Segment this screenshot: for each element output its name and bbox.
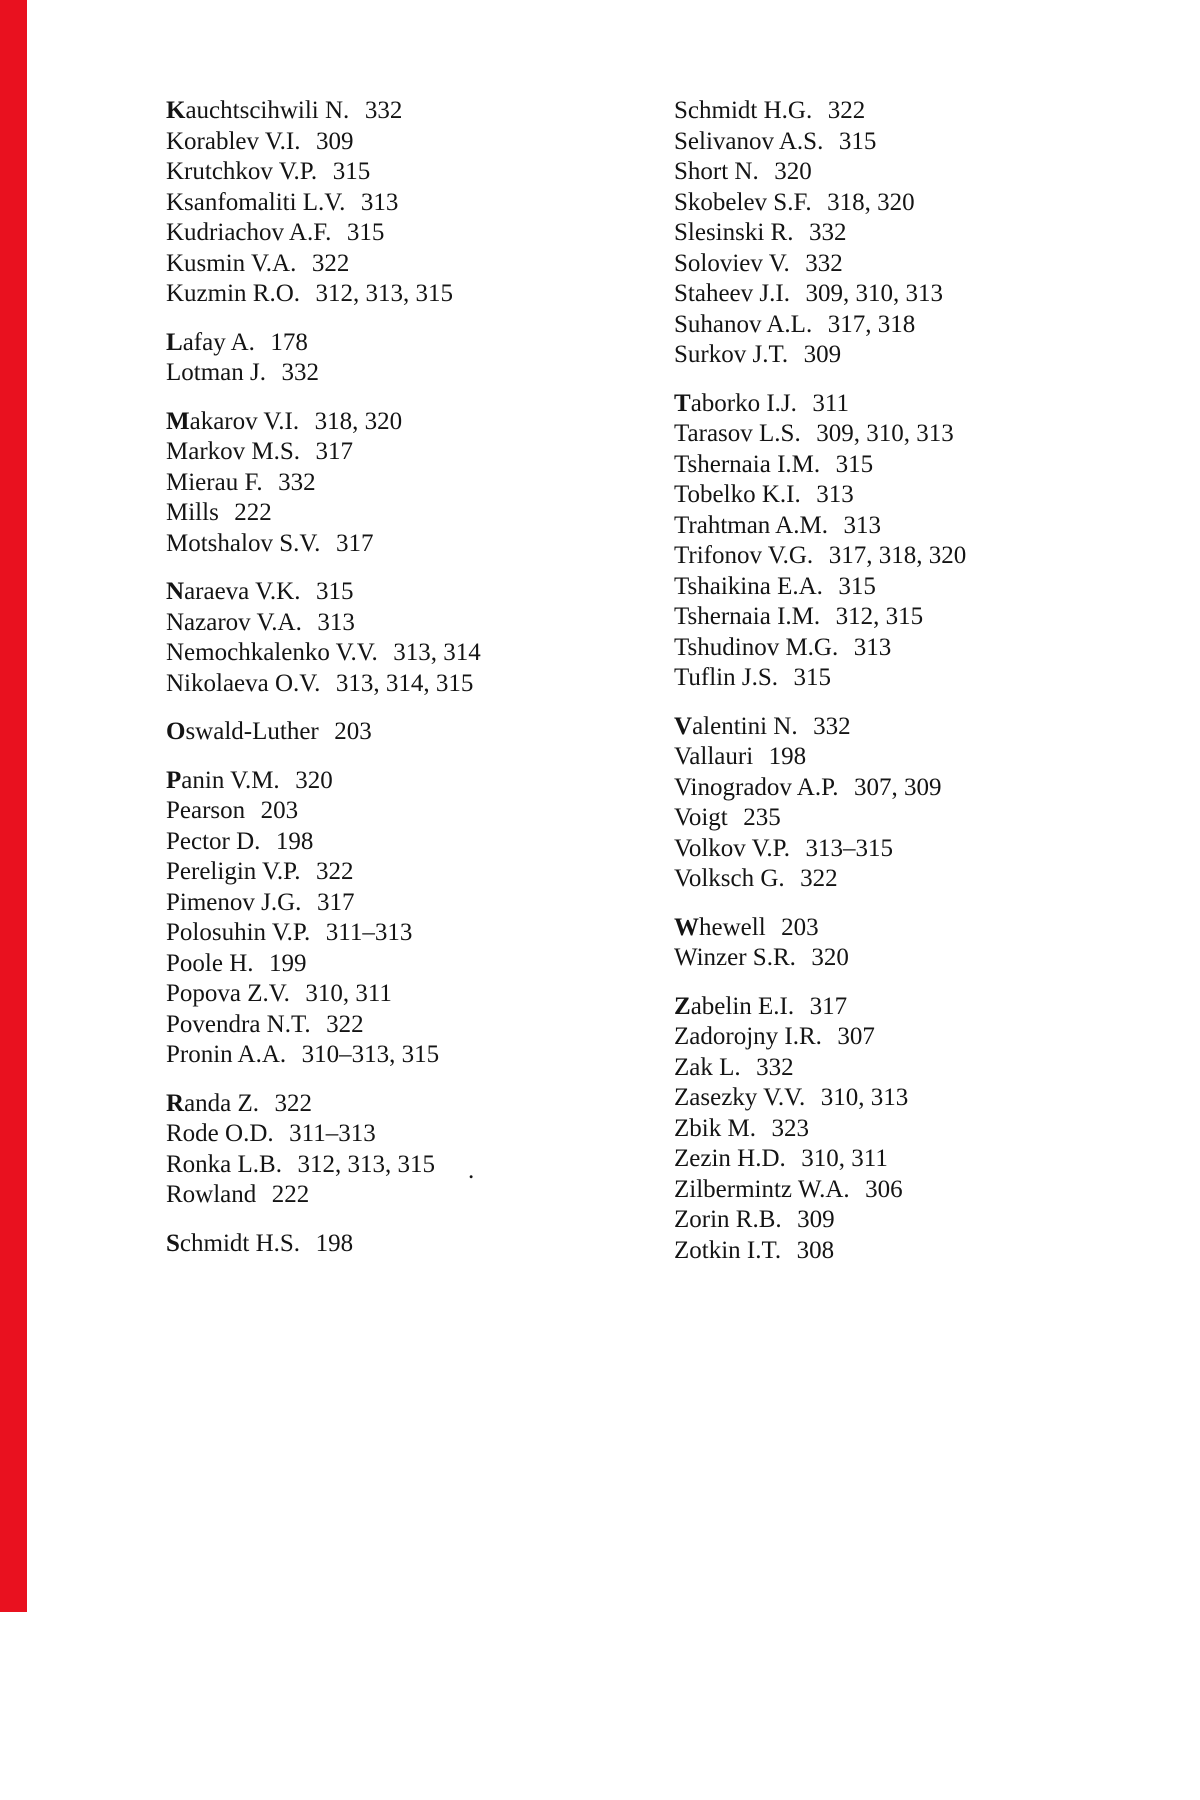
index-entry bbox=[166, 96, 481, 127]
index-entry bbox=[674, 663, 966, 694]
index-entry bbox=[166, 328, 481, 359]
entry-name bbox=[674, 993, 794, 1020]
entry-pages: 309, 310, 313 bbox=[805, 280, 943, 307]
index-entry bbox=[166, 437, 481, 468]
entry-pages: 318, 320 bbox=[827, 188, 915, 216]
index-entry bbox=[674, 188, 966, 219]
entry-pages: 332 bbox=[813, 712, 851, 740]
entry-pages: 315 bbox=[346, 219, 385, 246]
entry-name: Zbik M. bbox=[674, 1114, 756, 1142]
entry-pages: 317, 318, 320 bbox=[828, 542, 967, 569]
index-entry bbox=[166, 608, 481, 639]
index-entry bbox=[674, 1205, 966, 1236]
entry-pages: 310, 311 bbox=[801, 1145, 888, 1172]
index-entry bbox=[674, 834, 966, 865]
entry-pages: 310, 313 bbox=[820, 1084, 909, 1111]
index-entry bbox=[674, 218, 966, 249]
index-entry bbox=[166, 1180, 481, 1211]
entry-name bbox=[674, 390, 797, 417]
entry-pages: 312, 313, 315 bbox=[297, 1150, 435, 1178]
index-entry bbox=[166, 717, 481, 748]
index-entry bbox=[166, 1040, 481, 1071]
index-group bbox=[166, 407, 481, 560]
entry-name: Popova Z.V. bbox=[166, 980, 290, 1007]
entry-name: Kuzmin R.O. bbox=[166, 280, 301, 307]
index-entry bbox=[166, 498, 481, 529]
index-entry bbox=[674, 1175, 966, 1206]
entry-name-rest: swald-Luther bbox=[185, 718, 319, 745]
index-entry bbox=[674, 864, 966, 895]
entry-pages: 315 bbox=[793, 664, 831, 691]
entry-name: Nazarov V.A. bbox=[166, 608, 302, 636]
entry-pages: 310–313, 315 bbox=[301, 1041, 440, 1068]
entry-name: Zilbermintz W.A. bbox=[674, 1175, 850, 1203]
entry-pages: 309, 310, 313 bbox=[816, 420, 954, 447]
index-entry bbox=[166, 796, 481, 827]
entry-name bbox=[166, 408, 299, 435]
entry-name: Korablev V.I. bbox=[166, 127, 301, 155]
index-entry bbox=[166, 918, 481, 949]
index-entry bbox=[166, 218, 481, 249]
entry-name: Tobelko K.I. bbox=[674, 481, 801, 508]
entry-name: Tshudinov M.G. bbox=[674, 633, 839, 661]
entry-name: Soloviev V. bbox=[674, 249, 790, 277]
entry-name: Winzer S.R. bbox=[674, 944, 796, 971]
entry-lead-letter: L bbox=[166, 328, 183, 356]
entry-lead-letter: W bbox=[674, 913, 699, 941]
index-group bbox=[166, 577, 481, 699]
index-entry bbox=[674, 157, 966, 188]
entry-name: Rode O.D. bbox=[166, 1120, 274, 1147]
entry-name: Nikolaeva O.V. bbox=[166, 669, 321, 697]
entry-pages: 317 bbox=[335, 529, 374, 557]
entry-pages: 332 bbox=[281, 359, 319, 386]
entry-pages: 311 bbox=[812, 389, 849, 417]
entry-name bbox=[166, 97, 349, 124]
entry-lead-letter: T bbox=[674, 389, 691, 417]
entry-name: Krutchkov V.P. bbox=[166, 158, 318, 185]
index-group bbox=[166, 717, 481, 748]
entry-pages: 317 bbox=[315, 438, 354, 465]
entry-pages: 332 bbox=[364, 97, 403, 124]
entry-name: Slesinski R. bbox=[674, 219, 794, 246]
entry-name: Selivanov A.S. bbox=[674, 127, 824, 155]
entry-pages: 322 bbox=[311, 249, 350, 277]
entry-pages: 315 bbox=[315, 578, 354, 605]
entry-name: Mills bbox=[166, 499, 219, 526]
entry-name bbox=[674, 914, 766, 941]
entry-lead-letter: V bbox=[674, 712, 693, 740]
entry-name: Zasezky V.V. bbox=[674, 1084, 806, 1111]
entry-name: Surkov J.T. bbox=[674, 341, 789, 368]
entry-pages: 198 bbox=[768, 743, 807, 770]
entry-pages: 320 bbox=[774, 158, 812, 185]
entry-pages: 317 bbox=[316, 888, 355, 916]
index-column-right bbox=[674, 96, 966, 1284]
index-entry bbox=[674, 712, 966, 743]
entry-name: Zadorojny I.R. bbox=[674, 1023, 822, 1050]
index-entry bbox=[674, 1144, 966, 1175]
index-entry bbox=[674, 279, 966, 310]
entry-name: Tarasov L.S. bbox=[674, 420, 801, 447]
entry-pages: 178 bbox=[270, 328, 308, 356]
entry-pages: 313 bbox=[360, 188, 399, 216]
index-entry bbox=[674, 1022, 966, 1053]
index-entry bbox=[674, 943, 966, 974]
index-entry bbox=[166, 857, 481, 888]
entry-name: Zotkin I.T. bbox=[674, 1236, 782, 1264]
entry-pages: 198 bbox=[315, 1229, 354, 1257]
index-entry bbox=[166, 1119, 481, 1150]
index-entry bbox=[674, 127, 966, 158]
entry-name bbox=[166, 718, 319, 745]
entry-name-rest: anin V.M. bbox=[181, 766, 280, 794]
entry-name: Lotman J. bbox=[166, 359, 266, 386]
entry-pages: 307 bbox=[837, 1023, 875, 1050]
entry-pages: 313, 314, 315 bbox=[335, 669, 474, 697]
stray-ink-dot: . bbox=[468, 1157, 475, 1184]
entry-name: Trahtman A.M. bbox=[674, 511, 828, 539]
red-edge-ribbon bbox=[0, 0, 27, 1612]
entry-name: Nemochkalenko V.V. bbox=[166, 639, 378, 666]
entry-name bbox=[166, 767, 280, 794]
entry-pages: 322 bbox=[274, 1089, 313, 1117]
entry-name: Poole H. bbox=[166, 949, 254, 977]
entry-pages: 198 bbox=[275, 827, 314, 855]
entry-name: Staheev J.I. bbox=[674, 280, 790, 307]
entry-name bbox=[166, 1090, 259, 1117]
index-entry bbox=[674, 913, 966, 944]
entry-lead-letter: O bbox=[166, 718, 186, 745]
index-entry bbox=[674, 803, 966, 834]
index-entry bbox=[674, 249, 966, 280]
index-group bbox=[674, 913, 966, 974]
index-entry bbox=[166, 638, 481, 669]
index-entry bbox=[166, 1010, 481, 1041]
index-entry bbox=[166, 1150, 481, 1184]
index-entry bbox=[674, 541, 966, 572]
entry-pages: 322 bbox=[326, 1010, 364, 1038]
entry-pages: 315 bbox=[838, 572, 876, 600]
entry-pages: 306 bbox=[865, 1175, 903, 1203]
entry-name: Vallauri bbox=[674, 743, 754, 770]
index-entry bbox=[674, 992, 966, 1023]
entry-name: Mierau F. bbox=[166, 468, 263, 496]
entry-pages: 322 bbox=[827, 97, 866, 124]
entry-pages: 311–313 bbox=[289, 1120, 376, 1147]
entry-pages: 315 bbox=[838, 127, 877, 155]
index-entry bbox=[674, 633, 966, 664]
entry-name: Markov M.S. bbox=[166, 438, 301, 465]
entry-pages: 322 bbox=[800, 865, 838, 892]
index-entry bbox=[674, 1236, 966, 1267]
entry-name: Schmidt H.G. bbox=[674, 97, 813, 124]
entry-name-rest: abelin E.I. bbox=[690, 992, 795, 1020]
entry-name: Vinogradov A.P. bbox=[674, 773, 839, 801]
entry-name: Voigt bbox=[674, 804, 728, 831]
entry-pages: 235 bbox=[743, 804, 781, 831]
entry-pages: 309 bbox=[315, 127, 354, 155]
entry-lead-letter: S bbox=[166, 1229, 180, 1257]
index-entry bbox=[674, 389, 966, 420]
entry-pages: 322 bbox=[316, 858, 354, 885]
entry-pages: 315 bbox=[835, 450, 874, 478]
entry-lead-letter: P bbox=[166, 766, 182, 794]
entry-name: Pimenov J.G. bbox=[166, 888, 302, 916]
index-entry bbox=[166, 188, 481, 219]
entry-name: Pector D. bbox=[166, 827, 261, 855]
entry-pages: 313–315 bbox=[805, 834, 894, 862]
entry-name: Kusmin V.A. bbox=[166, 249, 297, 277]
entry-name bbox=[166, 1230, 300, 1257]
index-entry bbox=[166, 529, 481, 560]
entry-pages: 312, 313, 315 bbox=[315, 280, 454, 307]
index-group bbox=[166, 1089, 481, 1211]
entry-lead-letter: M bbox=[166, 407, 190, 435]
index-entry bbox=[166, 127, 481, 158]
index-entry bbox=[166, 468, 481, 499]
index-entry bbox=[166, 358, 481, 389]
entry-pages: 313 bbox=[843, 511, 881, 539]
entry-name: Volkov V.P. bbox=[674, 834, 791, 862]
entry-name-rest: araeva V.K. bbox=[184, 578, 301, 605]
entry-name: Rowland bbox=[166, 1181, 257, 1208]
entry-pages: 332 bbox=[808, 219, 847, 246]
entry-name: Motshalov S.V. bbox=[166, 529, 321, 557]
entry-name: Tuflin J.S. bbox=[674, 664, 778, 691]
entry-pages: 332 bbox=[756, 1053, 794, 1081]
entry-name: Skobelev S.F. bbox=[674, 188, 812, 216]
entry-name: Pereligin V.P. bbox=[166, 858, 301, 885]
index-entry bbox=[674, 310, 966, 341]
entry-pages: 317 bbox=[809, 992, 848, 1020]
index-entry bbox=[166, 979, 481, 1010]
entry-lead-letter: R bbox=[166, 1089, 185, 1117]
entry-pages: 308 bbox=[796, 1236, 835, 1264]
entry-name: Povendra N.T. bbox=[166, 1010, 311, 1038]
entry-pages: 222 bbox=[271, 1181, 310, 1208]
entry-name: Tshernaia I.M. bbox=[674, 603, 821, 630]
index-group bbox=[166, 96, 481, 310]
index-entry bbox=[166, 949, 481, 980]
index-entry bbox=[674, 480, 966, 511]
entry-name: Volksch G. bbox=[674, 865, 785, 892]
entry-name: Kudriachov A.F. bbox=[166, 219, 332, 246]
entry-pages: 307, 309 bbox=[853, 773, 942, 801]
entry-name bbox=[674, 713, 798, 740]
entry-pages: 315 bbox=[332, 158, 371, 185]
index-group bbox=[674, 96, 966, 371]
index-entry bbox=[674, 96, 966, 127]
index-entry bbox=[674, 340, 966, 371]
entry-name: Zorin R.B. bbox=[674, 1206, 782, 1233]
index-entry bbox=[674, 1053, 966, 1084]
entry-pages: 203 bbox=[260, 797, 299, 824]
index-entry bbox=[166, 669, 481, 700]
index-entry bbox=[166, 766, 481, 797]
entry-name-rest: akarov V.I. bbox=[189, 407, 300, 435]
entry-pages: 317, 318 bbox=[827, 310, 916, 338]
index-group bbox=[166, 328, 481, 389]
entry-pages: 203 bbox=[781, 913, 819, 941]
entry-lead-letter: N bbox=[166, 578, 185, 605]
index-entry bbox=[674, 511, 966, 542]
entry-pages: 332 bbox=[805, 249, 843, 277]
entry-pages: 320 bbox=[811, 944, 849, 971]
entry-pages: 313 bbox=[853, 633, 892, 661]
index-entry bbox=[166, 577, 481, 608]
index-group bbox=[674, 389, 966, 694]
entry-name: Pronin A.A. bbox=[166, 1041, 287, 1068]
index-column-left bbox=[166, 96, 481, 1277]
index-entry bbox=[674, 742, 966, 773]
entry-pages: 320 bbox=[295, 766, 333, 794]
index-entry bbox=[674, 450, 966, 481]
entry-lead-letter: Z bbox=[674, 992, 691, 1020]
entry-lead-letter: K bbox=[166, 97, 186, 124]
entry-name: Ronka L.B. bbox=[166, 1150, 282, 1178]
entry-name: Zezin H.D. bbox=[674, 1145, 786, 1172]
index-group bbox=[674, 992, 966, 1267]
entry-pages: 309 bbox=[803, 341, 842, 368]
index-entry bbox=[166, 157, 481, 188]
index-entry bbox=[674, 773, 966, 804]
entry-pages: 313 bbox=[317, 608, 355, 636]
entry-name-rest: afay A. bbox=[182, 328, 255, 356]
index-entry bbox=[674, 419, 966, 450]
index-group bbox=[166, 1229, 481, 1260]
entry-name-rest: auchtscihwili N. bbox=[185, 97, 350, 124]
entry-pages: 311–313 bbox=[325, 919, 413, 946]
index-group bbox=[166, 766, 481, 1071]
entry-name: Tshernaia I.M. bbox=[674, 450, 821, 478]
entry-pages: 222 bbox=[234, 499, 272, 526]
entry-pages: 310, 311 bbox=[305, 980, 392, 1007]
entry-name: Pearson bbox=[166, 797, 246, 824]
entry-name: Zak L. bbox=[674, 1053, 741, 1081]
entry-name-rest: aborko I.J. bbox=[690, 389, 797, 417]
index-entry bbox=[166, 407, 481, 438]
index-entry bbox=[674, 572, 966, 603]
entry-pages: 312, 315 bbox=[835, 603, 924, 630]
entry-name: Tshaikina E.A. bbox=[674, 572, 823, 600]
entry-name-rest: hewell bbox=[699, 913, 766, 941]
entry-name: Polosuhin V.P. bbox=[166, 919, 311, 946]
entry-pages: 199 bbox=[269, 949, 307, 977]
index-entry bbox=[166, 1089, 481, 1120]
entry-name-rest: anda Z. bbox=[184, 1089, 260, 1117]
index-entry bbox=[674, 1114, 966, 1145]
entry-name bbox=[166, 329, 255, 356]
entry-name: Ksanfomaliti L.V. bbox=[166, 188, 346, 216]
index-entry bbox=[166, 1229, 481, 1260]
entry-name: Short N. bbox=[674, 158, 759, 185]
entry-name: Trifonov V.G. bbox=[674, 542, 814, 569]
index-group bbox=[674, 712, 966, 895]
index-entry bbox=[166, 888, 481, 919]
index-entry bbox=[674, 602, 966, 633]
entry-name-rest: chmidt H.S. bbox=[179, 1229, 301, 1257]
entry-pages: 203 bbox=[334, 718, 372, 745]
index-entry bbox=[166, 279, 481, 310]
entry-name bbox=[166, 578, 300, 605]
entry-pages: 323 bbox=[771, 1114, 809, 1142]
index-entry bbox=[166, 827, 481, 858]
entry-pages: 309 bbox=[797, 1206, 835, 1233]
entry-pages: 332 bbox=[278, 468, 316, 496]
entry-pages: 313, 314 bbox=[393, 639, 481, 666]
entry-name: Suhanov A.L. bbox=[674, 310, 813, 338]
entry-pages: 318, 320 bbox=[314, 407, 403, 435]
index-entry bbox=[166, 249, 481, 280]
entry-pages: 313 bbox=[816, 481, 854, 508]
index-entry bbox=[674, 1083, 966, 1114]
entry-name-rest: alentini N. bbox=[692, 712, 798, 740]
